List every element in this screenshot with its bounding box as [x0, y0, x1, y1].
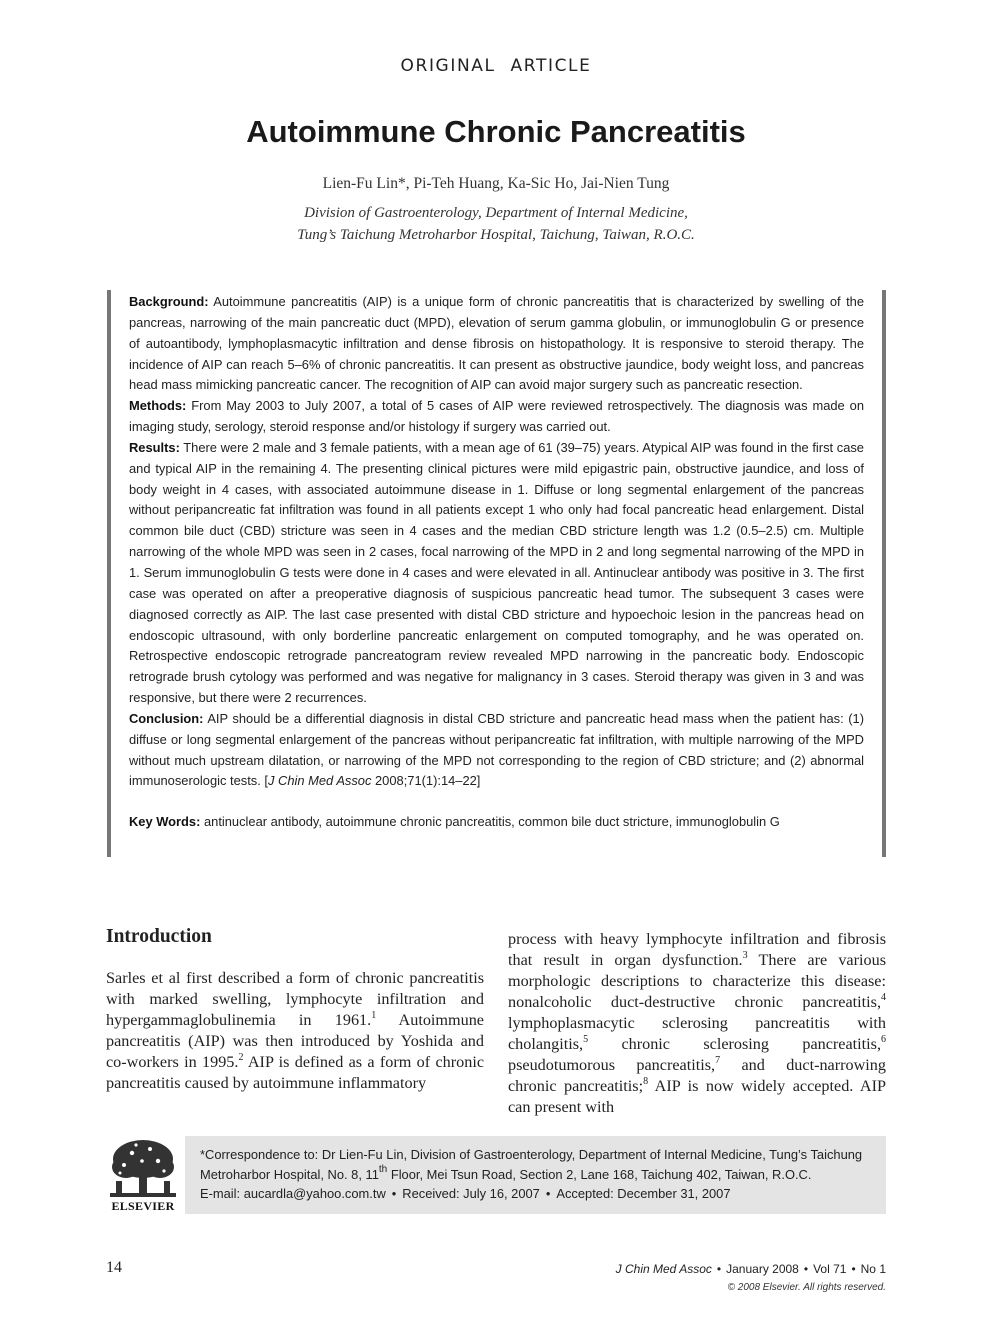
conclusion-text: AIP should be a differential diagnosis in distal CBD stricture and pancreatic head mass when the patient has: (1) diffuse or long segmental enlargement of the pancreas without peripancreatic fat infiltration, with multiple narrowing of the MPD without much upstream dilatation, or narrowing of the MPD not corresponding to the region of CBD stricture; and (2) abnormal immunoserologic tests. — [129, 710, 864, 789]
reference-link[interactable]: 3 — [742, 949, 748, 961]
reference-link[interactable]: 5 — [583, 1033, 589, 1045]
methods-label: Methods: — [129, 398, 187, 414]
intro-text: chronic sclerosing pancreatitis, — [588, 1035, 881, 1053]
affiliation-line: Division of Gastroenterology, Department of Internal Medicine, — [304, 205, 688, 221]
results-text: There were 2 male and 3 female patients, with a mean age of 61 (39–75) years. Atypical AIP was found in the first case and typical AIP in the remaining 4. The presenting clinical pictures were mild epigastric pain, obstructive jaundice, and loss of body weight in 4 cases, with associated autoimmune disease in 1. Diffuse or long segmental enlargement of the pancreas without peripancreatic fat infiltration was found in all patients except 1 who only had focal pancreatic head enlargement. Distal common bile duct (CBD) stricture was seen in 4 cases and the median CBD stricture length was 1.2 (0.5–2.5) cm. Multiple narrowing of the whole MPD was seen in 2 cases, focal narrowing of the MPD in 2 and long segmental narrowing of the MPD in 1. Serum immunoglobulin G tests were done in 4 cases and were elevated in all. Antinuclear antibody was positive in 3. The first case was operated on after a preoperative diagnosis of suspicious pancreatic head tumor. The subsequent 3 cases were diagnosed correctly as AIP. The last case presented with distal CBD stricture and hypoechoic lesion in the pancreas head on endoscopic ultrasound, with only borderline pancreatic enlargement on computed tomography, and he was operated on. Retrospective endoscopic retrograde pancreatogram review revealed MPD narrowing in the pancreatic body. Endoscopic retrograde brush cytology was performed and was negative for malignancy in 3 cases. Steroid therapy was given in 3 and was responsive, but there were 2 recurrences. — [129, 439, 864, 706]
citation-journal: J Chin Med Assoc — [268, 773, 372, 789]
copyright-notice: © 2008 Elsevier. All rights reserved. — [727, 1282, 886, 1293]
citation-details: 2008;71(1):14–22] — [375, 773, 481, 789]
results-label: Results: — [129, 439, 180, 455]
body-column-left — [106, 968, 484, 1094]
abstract-results — [129, 438, 864, 709]
article-type-label: ORIGINAL ARTICLE — [400, 56, 592, 76]
affiliation — [0, 202, 992, 246]
separator-dot: • — [716, 1262, 722, 1276]
intro-text: AIP is now widely accepted. AIP can present with — [508, 1077, 886, 1116]
separator-dot: • — [391, 1186, 397, 1201]
abstract-box — [107, 290, 886, 857]
article-title: Autoimmune Chronic Pancreatitis — [246, 114, 746, 149]
intro-text: lymphoplasmacytic sclerosing pancreatitis with cholangitis, — [508, 1014, 886, 1053]
ordinal-suffix: th — [378, 1164, 388, 1176]
correspondence-box — [185, 1136, 886, 1214]
intro-text: pseudotumorous pancreatitis, — [508, 1056, 716, 1074]
correspondence-line: *Correspondence to: Dr Lien-Fu Lin, Division of Gastroenterology, Department of Internal Medicine, Tung’s Taichung — [200, 1147, 863, 1162]
intro-text: process with heavy lymphocyte infiltration and fibrosis that result in organ dysfunction. — [508, 930, 886, 969]
abstract-background — [129, 292, 864, 396]
intro-paragraph-continued — [508, 929, 886, 1118]
abstract-keywords — [129, 812, 864, 833]
email-link[interactable]: E-mail: aucardla@yahoo.com.tw — [200, 1186, 386, 1201]
publisher-logo-text: ELSEVIER — [111, 1199, 175, 1213]
abstract-methods — [129, 396, 864, 438]
background-label: Background: — [129, 294, 209, 309]
intro-text: AIP is defined as a form of chronic pancreatitis caused by autoimmune inflammatory — [106, 1053, 484, 1092]
issue-date: January 2008 — [726, 1262, 799, 1276]
section-heading-introduction: Introduction — [106, 926, 212, 947]
separator-dot: • — [851, 1262, 856, 1276]
author-list: Lien-Fu Lin*, Pi-Teh Huang, Ka-Sic Ho, Jai-Nien Tung — [322, 175, 670, 192]
journal-name: J Chin Med Assoc — [615, 1262, 712, 1276]
conclusion-label: Conclusion: — [129, 710, 204, 726]
reference-link[interactable]: 7 — [715, 1054, 721, 1066]
keywords-label: Key Words: — [129, 814, 201, 830]
reference-link[interactable]: 8 — [643, 1075, 649, 1087]
keywords-text: antinuclear antibody, autoimmune chronic pancreatitis, common bile duct stricture, immunoglobulin G — [203, 814, 780, 830]
separator-dot: • — [803, 1262, 809, 1276]
background-text: Autoimmune pancreatitis (AIP) is a unique form of chronic pancreatitis that is characterized by swelling of the pancreas, narrowing of the main pancreatic duct (MPD), elevation of serum gamma globulin, or immunoglobulin G or presence of autoantibody, lymphoplasmacytic infiltration and dense fibrosis on histopathology. It is responsive to steroid therapy. The incidence of AIP can reach 5–6% of chronic pancreatitis. It can present as obstructive jaundice, body weight loss, and pancreas head mass mimicking pancreatic cancer. The recognition of AIP can avoid major surgery such as pancreatic resection. — [129, 294, 864, 393]
citation-open: [ — [264, 773, 269, 789]
abstract-conclusion — [129, 709, 864, 792]
correspondence-address — [200, 1165, 876, 1185]
accepted-date: Accepted: December 31, 2007 — [556, 1186, 731, 1201]
intro-text: and duct-narrowing chronic pancreatitis; — [508, 1056, 886, 1095]
reference-link[interactable]: 6 — [881, 1033, 886, 1045]
methods-text: From May 2003 to July 2007, a total of 5 cases of AIP were reviewed retrospectively. The diagnosis was made on imaging study, serology, steroid response and/or histology if surgery was carried out. — [129, 398, 864, 435]
journal-footer — [616, 1262, 886, 1276]
address-text: Floor, Mei Tsun Road, Section 2, Lane 168, Taichung 402, Taiwan, R.O.C. — [387, 1166, 812, 1182]
intro-text: Sarles et al first described a form of chronic pancreatitis with marked swelling, lymphocyte infiltration and hypergammaglobulinemia in 1961. — [106, 969, 484, 1029]
reference-link[interactable]: 4 — [881, 991, 886, 1003]
address-text: Metroharbor Hospital, No. 8, 11 — [200, 1166, 379, 1182]
reference-link[interactable]: 2 — [238, 1051, 244, 1063]
body-column-right — [508, 929, 886, 1118]
received-date: Received: July 16, 2007 — [402, 1186, 540, 1201]
intro-text: There are various morphologic descriptions to characterize this disease: nonalcoholic duct-destructive chronic pancreatitis, — [508, 951, 886, 1011]
separator-dot: • — [545, 1186, 551, 1201]
intro-text: Autoimmune pancreatitis (AIP) was then introduced by Yoshida and co-workers in 1995. — [106, 1011, 484, 1071]
correspondence-dates — [200, 1184, 876, 1204]
reference-link[interactable]: 1 — [371, 1009, 377, 1021]
intro-paragraph — [106, 968, 484, 1094]
volume: Vol 71 — [813, 1262, 847, 1276]
affiliation-line: Tung’s Taichung Metroharbor Hospital, Taichung, Taiwan, R.O.C. — [297, 227, 695, 243]
page-number: 14 — [106, 1259, 122, 1276]
issue-number: No 1 — [860, 1262, 886, 1276]
